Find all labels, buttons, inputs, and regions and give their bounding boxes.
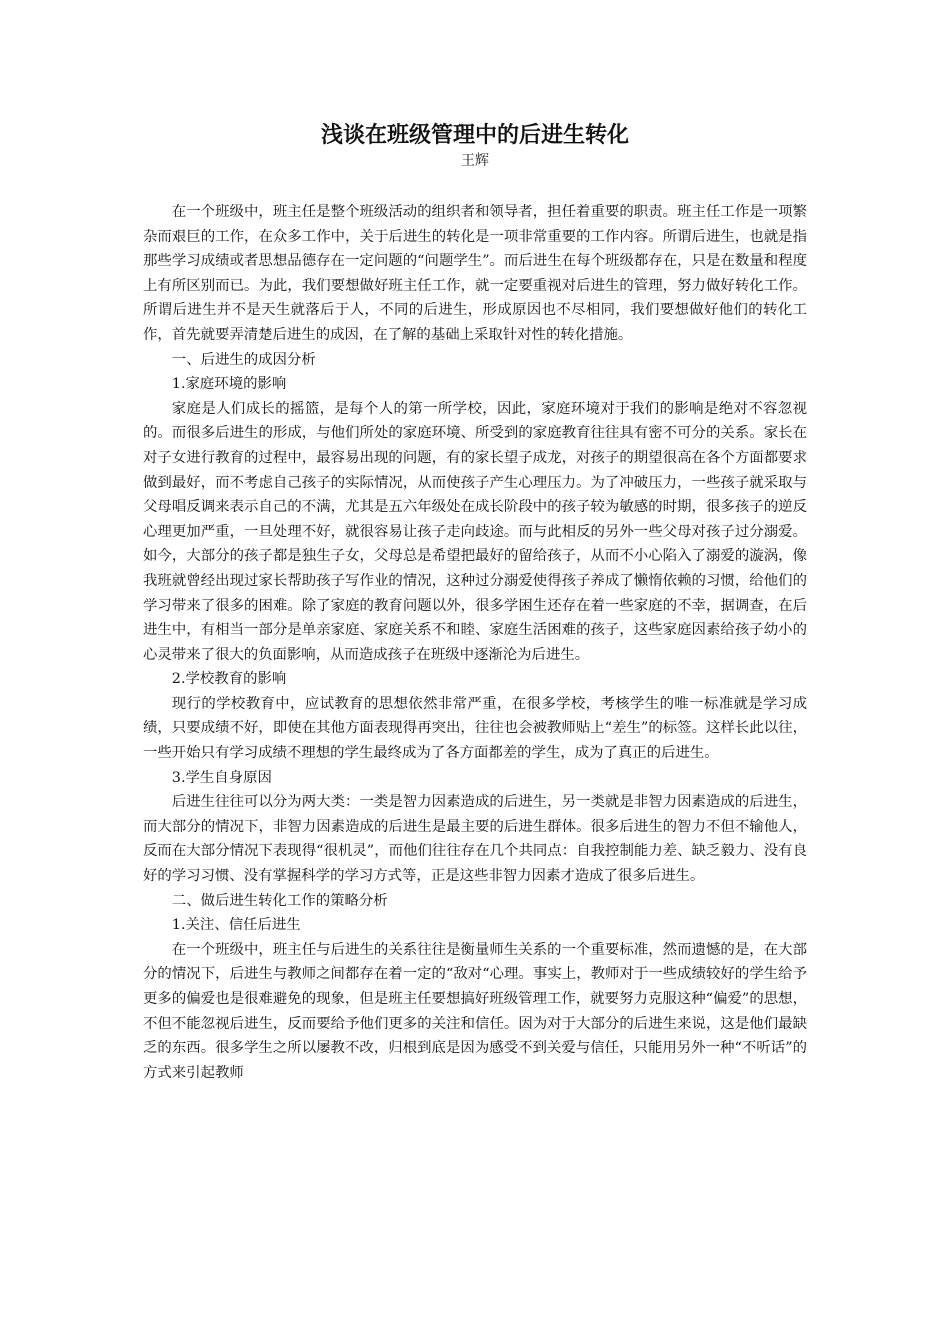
subsection-heading-student: 3.学生自身原因 [171, 769, 272, 786]
subsection-heading-school: 2.学校教育的影响 [171, 671, 287, 688]
section-heading-1: 一、后进生的成因分析 [171, 351, 316, 368]
document-page [143, 120, 807, 1085]
subsection-heading-family: 1.家庭环境的影响 [171, 376, 287, 393]
paragraph-school: 现行的学校教育中，应试教育的思想依然非常严重，在很多学校，考核学生的唯一标准就是学习成绩，只要成绩不好，即使在其他方面表现得再突出，往往也会被教师贴上“差生”的标签。这样长此以往，一些开始只有学习成绩不理想的学生最终成为了各方面都差的学生，成为了真正的后进生。 [143, 695, 807, 762]
subsection-heading-trust: 1.关注、信任后进生 [171, 917, 301, 934]
paragraph-trust: 在一个班级中，班主任与后进生的关系往往是衡量师生关系的一个重要标准，然而遗憾的是，在大部分的情况下，后进生与教师之间都存在着一定的“敌对“心理。事实上，教师对于一些成绩较好的学生给予更多的偏爱也是很难避免的现象，但是班主任要想搞好班级管理工作，就要努力克服这种“偏爱”的思想，不但不能忽视后进生，反而要给予他们更多的关注和信任。因为对于大部分的后进生来说，这是他们最缺乏的东西。很多学生之所以屡教不改，归根到底是因为感受不到关爱与信任，只能用另外一种“不听话”的方式来引起教师 [143, 941, 807, 1081]
section-heading-2: 二、做后进生转化工作的策略分析 [171, 892, 388, 909]
paragraph-intro: 在一个班级中，班主任是整个班级活动的组织者和领导者，担任着重要的职责。班主任工作是一项繁杂而艰巨的工作，在众多工作中，关于后进生的转化是一项非常重要的工作内容。所谓后进生，也就是指那些学习成绩或者思想品德存在一定问题的“问题学生”。而后进生在每个班级都存在，只是在数量和程度上有所区别而已。为此，我们要想做好班主任工作，就一定要重视对后进生的管理，努力做好转化工作。所谓后进生并不是天生就落后于人，不同的后进生，形成原因也不尽相同，我们要想做好他们的转化工作，首先就要弄清楚后进生的成因，在了解的基础上采取针对性的转化措施。 [143, 204, 807, 343]
paragraph-family: 家庭是人们成长的摇篮，是每个人的第一所学校，因此，家庭环境对于我们的影响是绝对不容忽视的。而很多后进生的形成，与他们所处的家庭环境、所受到的家庭教育往往具有密不可分的关系。家长在对子女进行教育的过程中，最容易出现的问题，有的家长望子成龙，对孩子的期望很高在各个方面都要求做到最好，而不考虑自己孩子的实际情况，从而使孩子产生心理压力。为了冲破压力，一些孩子就采取与父母唱反调来表示自己的不满，尤其是五六年级处在成长阶段中的孩子较为敏感的时期，很多孩子的逆反心理更加严重，一旦处理不好，就很容易让孩子走向歧途。而与此相反的另外一些父母对孩子过分溺爱。如今，大部分的孩子都是独生子女，父母总是希望把最好的留给孩子，从而不小心陷入了溺爱的漩涡，像我班就曾经出现过家长帮助孩子写作业的情况，这种过分溺爱使得孩子养成了懒惰依赖的习惯，给他们的学习带来了很多的困难。除了家庭的教育问题以外，很多学困生还存在着一些家庭的不幸，据调查，在后进生中，有相当一部分是单亲家庭、家庭关系不和睦、家庭生活困难的孩子，这些家庭因素给孩子幼小的心灵带来了很大的负面影响，从而造成孩子在班级中逐渐沦为后进生。 [143, 400, 807, 663]
document-title: 浅谈在班级管理中的后进生转化 [320, 122, 629, 148]
document-author: 王辉 [461, 153, 489, 169]
paragraph-student: 后进生往往可以分为两大类：一类是智力因素造成的后进生，另一类就是非智力因素造成的后进生，而大部分的情况下，非智力因素造成的后进生是最主要的后进生群体。很多后进生的智力不但不输他人，反而在大部分情况下表现得“很机灵”，而他们往往存在几个共同点：自我控制能力差、缺乏毅力、没有良好的学习习惯、没有掌握科学的学习方式等，正是这些非智力因素才造成了很多后进生。 [143, 794, 807, 885]
